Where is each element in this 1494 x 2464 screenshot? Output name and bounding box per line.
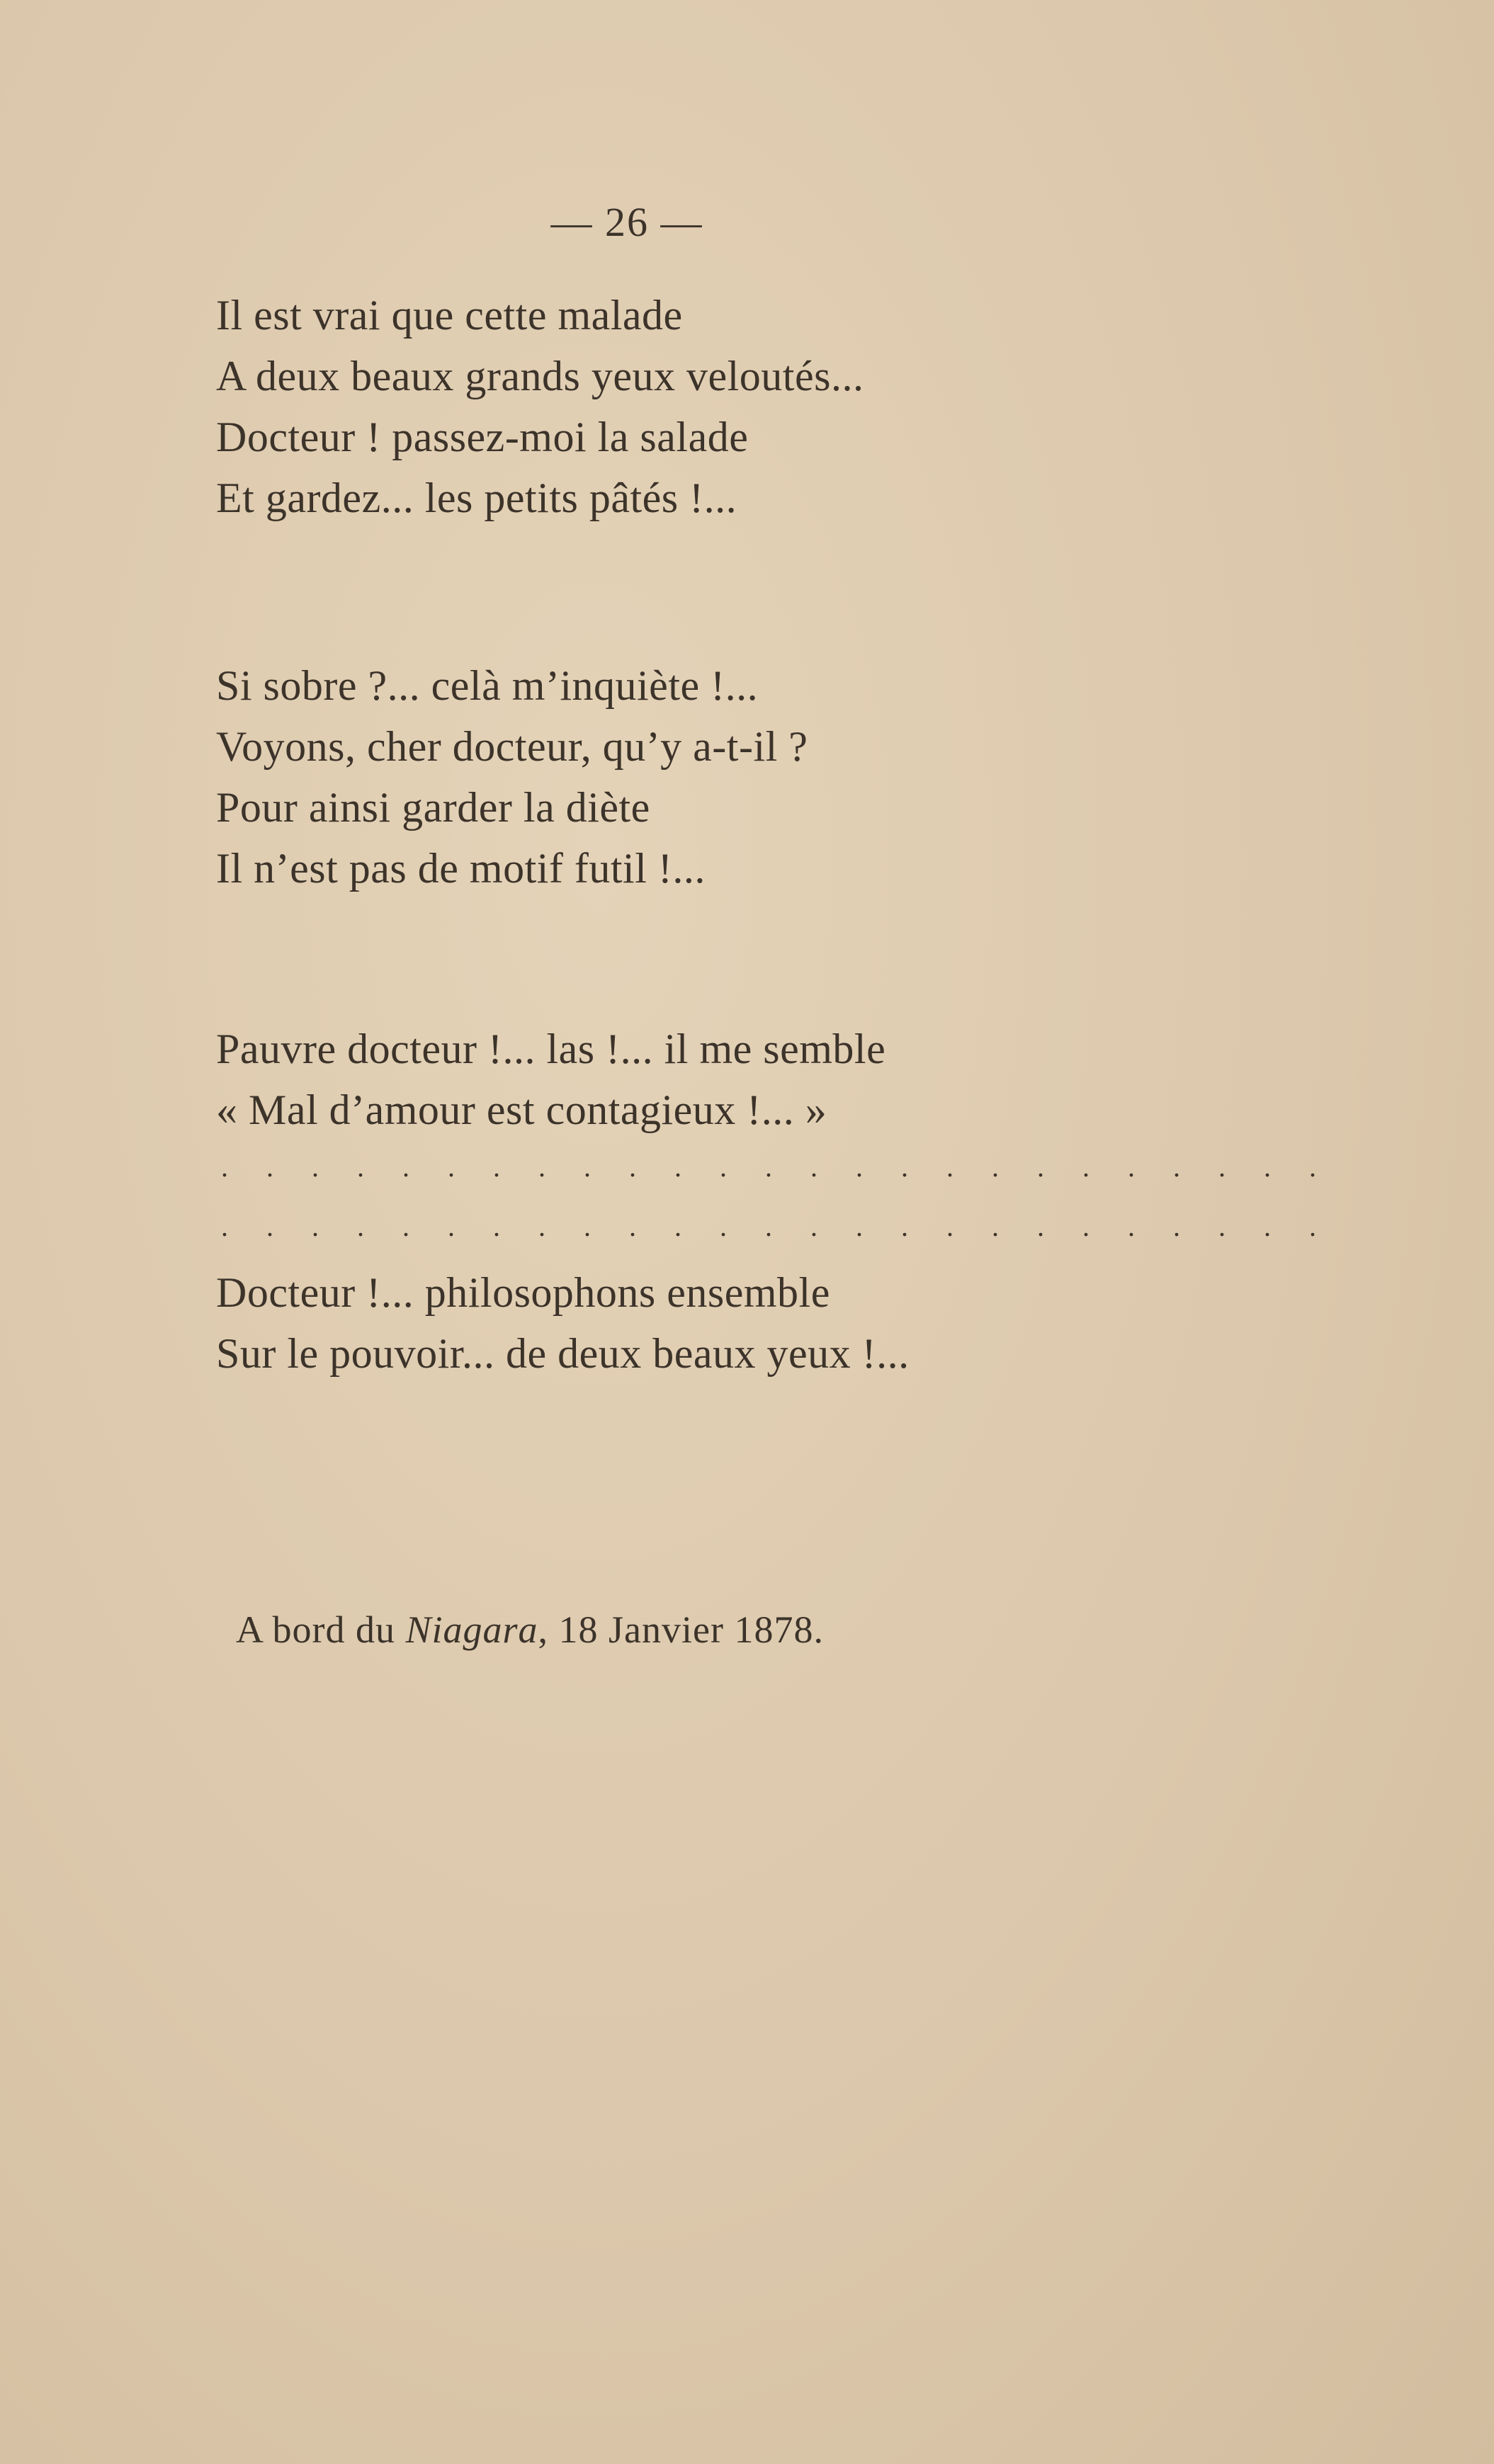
verse-line: Docteur !... philosophons ensemble	[216, 1269, 830, 1316]
stanza-3	[216, 1018, 885, 1140]
signature-prefix: A bord du	[236, 1608, 406, 1651]
verse-line: Docteur ! passez-moi la salade	[216, 414, 749, 460]
stanza-2	[216, 655, 808, 899]
verse-line: « Mal d’amour est contagieux !... »	[216, 1086, 827, 1133]
ellipsis-text: . . . . . . . . . . . . . . . . . . . . . . . . .	[221, 1151, 1332, 1183]
page-number: — 26 —	[550, 199, 703, 245]
verse-line: Il n’est pas de motif futil !...	[216, 845, 706, 892]
verse-line: Pour ainsi garder la diète	[216, 784, 650, 831]
verse-line: Si sobre ?... celà m’inquiète !...	[216, 662, 759, 709]
stanza-4	[216, 1262, 910, 1384]
verse-line: Pauvre docteur !... las !... il me semble	[216, 1026, 886, 1072]
ellipsis-row	[221, 1210, 1332, 1242]
verse-line: A deux beaux grands yeux veloutés...	[216, 353, 864, 399]
signature-line	[236, 1608, 824, 1652]
ship-name: Niagara	[405, 1608, 538, 1651]
ellipsis-text: . . . . . . . . . . . . . . . . . . . . . . . . .	[221, 1210, 1332, 1242]
ellipsis-row	[221, 1151, 1332, 1183]
verse-line: Sur le pouvoir... de deux beaux yeux !...	[216, 1330, 910, 1377]
stanza-1	[216, 285, 864, 528]
verse-line: Il est vrai que cette malade	[216, 292, 683, 339]
verse-line: Et gardez... les petits pâtés !...	[216, 475, 737, 521]
verse-line: Voyons, cher docteur, qu’y a-t-il ?	[216, 723, 808, 770]
signature-date: , 18 Janvier 1878.	[538, 1608, 824, 1651]
